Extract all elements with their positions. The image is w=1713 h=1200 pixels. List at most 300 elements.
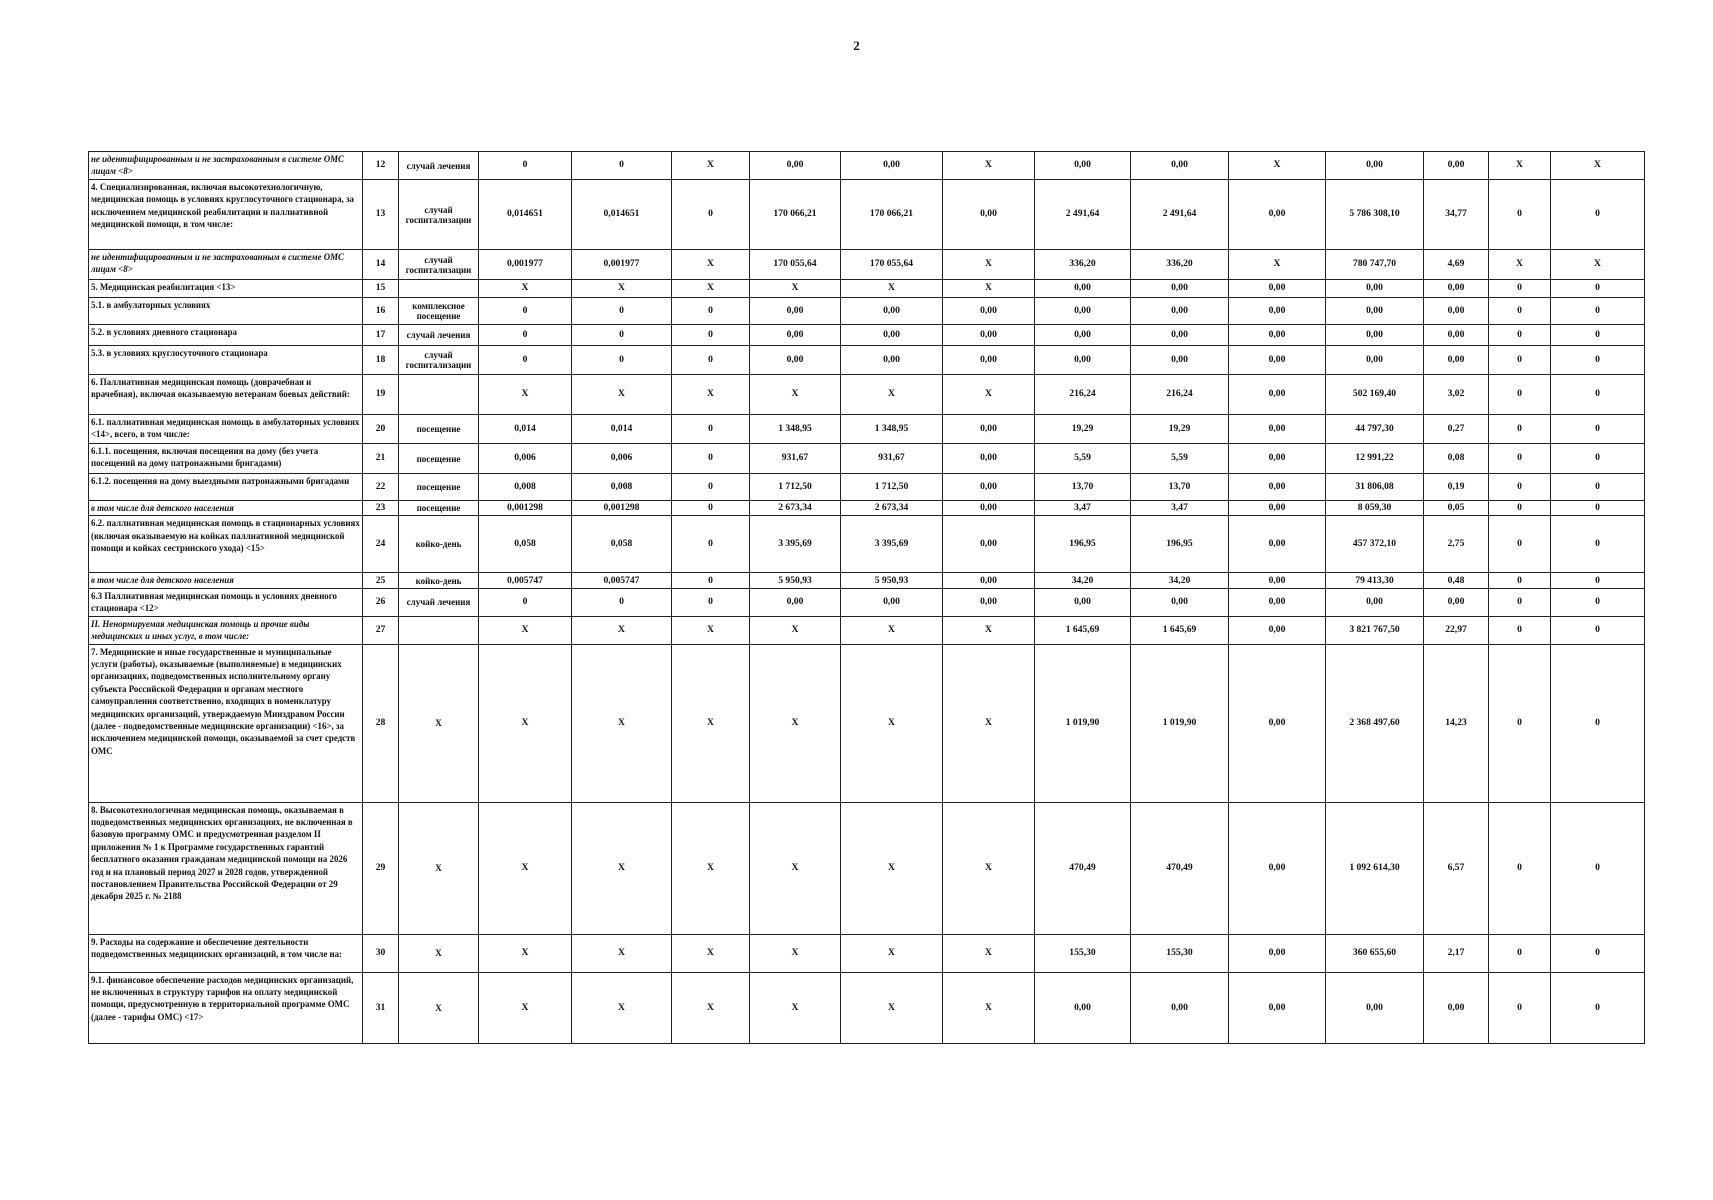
value-cell: 1 092 614,30 bbox=[1326, 802, 1424, 934]
row-number-cell: 25 bbox=[363, 573, 399, 588]
value-cell: 0 bbox=[572, 346, 672, 375]
value-cell: 0,00 bbox=[1424, 588, 1489, 616]
value-cell: 0,00 bbox=[1424, 346, 1489, 375]
value-cell: 2 673,34 bbox=[750, 501, 841, 516]
value-cell: 1 712,50 bbox=[841, 474, 943, 501]
value-cell: X bbox=[672, 644, 750, 802]
value-cell: 31 806,08 bbox=[1326, 474, 1424, 501]
value-cell: 457 372,10 bbox=[1326, 516, 1424, 573]
value-cell: 0,00 bbox=[1131, 588, 1229, 616]
value-cell: 0,27 bbox=[1424, 415, 1489, 444]
value-cell: 1 645,69 bbox=[1035, 616, 1131, 644]
value-cell: 780 747,70 bbox=[1326, 250, 1424, 280]
value-cell: 0,00 bbox=[1229, 415, 1326, 444]
table-row bbox=[89, 250, 1645, 280]
value-cell: 0 bbox=[1551, 298, 1645, 325]
table-row bbox=[89, 616, 1645, 644]
row-number-cell: 15 bbox=[363, 280, 399, 298]
value-cell: X bbox=[943, 152, 1035, 180]
value-cell: 0,00 bbox=[1229, 180, 1326, 250]
table-row bbox=[89, 516, 1645, 573]
unit-cell: койко-день bbox=[399, 573, 479, 588]
value-cell: 5 950,93 bbox=[841, 573, 943, 588]
value-cell: 4,69 bbox=[1424, 250, 1489, 280]
value-cell: 0,00 bbox=[841, 325, 943, 346]
row-number-cell: 27 bbox=[363, 616, 399, 644]
value-cell: 1 348,95 bbox=[841, 415, 943, 444]
value-cell: 0,00 bbox=[1229, 616, 1326, 644]
value-cell: 216,24 bbox=[1035, 375, 1131, 415]
value-cell: 0 bbox=[672, 573, 750, 588]
row-number-cell: 21 bbox=[363, 444, 399, 474]
unit-cell: X bbox=[399, 644, 479, 802]
value-cell: 2,75 bbox=[1424, 516, 1489, 573]
value-cell: 1 645,69 bbox=[1131, 616, 1229, 644]
value-cell: X bbox=[672, 250, 750, 280]
value-cell: X bbox=[479, 280, 572, 298]
unit-cell bbox=[399, 375, 479, 415]
value-cell: 0 bbox=[1489, 516, 1551, 573]
value-cell: 0,00 bbox=[1035, 325, 1131, 346]
table-row bbox=[89, 802, 1645, 934]
value-cell: 0,00 bbox=[1424, 325, 1489, 346]
value-cell: 170 066,21 bbox=[841, 180, 943, 250]
row-name-cell: не идентифицированным и не застрахованным в системе ОМС лицам <8> bbox=[89, 250, 363, 280]
value-cell: 0,00 bbox=[1131, 298, 1229, 325]
value-cell: 0 bbox=[1489, 972, 1551, 1043]
value-cell: 0 bbox=[672, 346, 750, 375]
value-cell: 0 bbox=[1551, 375, 1645, 415]
value-cell: 14,23 bbox=[1424, 644, 1489, 802]
row-name-cell: II. Ненормируемая медицинская помощь и прочие виды медицинских и иных услуг, в том числе: bbox=[89, 616, 363, 644]
row-number-cell: 28 bbox=[363, 644, 399, 802]
value-cell: 2 368 497,60 bbox=[1326, 644, 1424, 802]
value-cell: X bbox=[750, 280, 841, 298]
value-cell: 0,00 bbox=[1035, 152, 1131, 180]
value-cell: 0,00 bbox=[943, 325, 1035, 346]
value-cell: 13,70 bbox=[1131, 474, 1229, 501]
value-cell: 0 bbox=[1551, 346, 1645, 375]
row-name-cell: 7. Медицинские и иные государственные и муниципальные услуги (работы), оказываемые (выполняемые) в медицинских организациях, подведомственных исполнительному органу субъекта Российской Федерации и органам местного самоуправления соответственно, входящих в номенклатуру медицинских организаций, утверждаемую Минздравом России (далее - подведомственные медицинские организации) <16>, за исключением медицинской помощи, оказываемой за счет средств ОМС bbox=[89, 644, 363, 802]
row-name-cell: в том числе для детского населения bbox=[89, 573, 363, 588]
value-cell: 0 bbox=[1551, 474, 1645, 501]
unit-cell: посещение bbox=[399, 474, 479, 501]
value-cell: 12 991,22 bbox=[1326, 444, 1424, 474]
table-row bbox=[89, 346, 1645, 375]
value-cell: 0,00 bbox=[1424, 152, 1489, 180]
value-cell: 0,00 bbox=[1229, 375, 1326, 415]
value-cell: 0 bbox=[1489, 346, 1551, 375]
value-cell: 0,00 bbox=[943, 444, 1035, 474]
value-cell: 360 655,60 bbox=[1326, 934, 1424, 972]
page-number: 2 bbox=[853, 38, 860, 53]
value-cell: 3,47 bbox=[1131, 501, 1229, 516]
value-cell: X bbox=[1489, 152, 1551, 180]
value-cell: 0,005747 bbox=[572, 573, 672, 588]
value-cell: 0 bbox=[1551, 325, 1645, 346]
value-cell: 0 bbox=[1551, 802, 1645, 934]
value-cell: 19,29 bbox=[1131, 415, 1229, 444]
table-row bbox=[89, 444, 1645, 474]
value-cell: X bbox=[1229, 152, 1326, 180]
value-cell: 502 169,40 bbox=[1326, 375, 1424, 415]
value-cell: 0 bbox=[479, 588, 572, 616]
value-cell: 0,00 bbox=[1326, 325, 1424, 346]
value-cell: X bbox=[672, 934, 750, 972]
value-cell: 0 bbox=[1551, 444, 1645, 474]
value-cell: X bbox=[572, 280, 672, 298]
table-row bbox=[89, 474, 1645, 501]
value-cell: 0,00 bbox=[1229, 501, 1326, 516]
value-cell: 216,24 bbox=[1131, 375, 1229, 415]
value-cell: 0,00 bbox=[750, 298, 841, 325]
value-cell: 0 bbox=[1489, 501, 1551, 516]
value-cell: 931,67 bbox=[841, 444, 943, 474]
value-cell: 0 bbox=[1489, 934, 1551, 972]
row-number-cell: 29 bbox=[363, 802, 399, 934]
value-cell: 0,00 bbox=[1131, 972, 1229, 1043]
value-cell: 0 bbox=[1489, 573, 1551, 588]
row-name-cell: 6.1.2. посещения на дому выездными патронажными бригадами bbox=[89, 474, 363, 501]
unit-cell: посещение bbox=[399, 501, 479, 516]
value-cell: 0,014651 bbox=[572, 180, 672, 250]
value-cell: 170 055,64 bbox=[841, 250, 943, 280]
value-cell: 34,77 bbox=[1424, 180, 1489, 250]
value-cell: 8 059,30 bbox=[1326, 501, 1424, 516]
value-cell: 2 491,64 bbox=[1131, 180, 1229, 250]
value-cell: 0,001977 bbox=[479, 250, 572, 280]
value-cell: 0 bbox=[1551, 934, 1645, 972]
value-cell: X bbox=[841, 972, 943, 1043]
value-cell: X bbox=[479, 972, 572, 1043]
value-cell: 0 bbox=[479, 346, 572, 375]
row-name-cell: 6.1.1. посещения, включая посещения на дому (без учета посещений на дому патронажными бригадами) bbox=[89, 444, 363, 474]
value-cell: 3 395,69 bbox=[750, 516, 841, 573]
value-cell: 0,00 bbox=[1424, 972, 1489, 1043]
value-cell: X bbox=[1229, 250, 1326, 280]
value-cell: 0,014651 bbox=[479, 180, 572, 250]
row-name-cell: 6.2. паллиативная медицинская помощь в стационарных условиях (включая оказываемую на койках паллиативной медицинской помощи и койках сестринского ухода) <15> bbox=[89, 516, 363, 573]
value-cell: X bbox=[672, 802, 750, 934]
row-name-cell: в том числе для детского населения bbox=[89, 501, 363, 516]
value-cell: 34,20 bbox=[1131, 573, 1229, 588]
value-cell: 0,00 bbox=[1035, 346, 1131, 375]
row-number-cell: 20 bbox=[363, 415, 399, 444]
value-cell: 0,00 bbox=[1229, 802, 1326, 934]
value-cell: 336,20 bbox=[1035, 250, 1131, 280]
table-row bbox=[89, 280, 1645, 298]
row-name-cell: 8. Высокотехнологичная медицинская помощь, оказываемая в подведомственных медицинских организациях, не включенная в базовую программу ОМС и предусмотренная разделом II приложения № 1 к Программе государственных гарантий бесплатного оказания гражданам медицинской помощи на 2026 год и на плановый период 2027 и 2028 годов, утвержденной постановлением Правительства Российской Федерации от 29 декабря 2025 г. № 2188 bbox=[89, 802, 363, 934]
value-cell: X bbox=[943, 280, 1035, 298]
value-cell: 0,00 bbox=[1229, 346, 1326, 375]
value-cell: 0,00 bbox=[1131, 152, 1229, 180]
value-cell: X bbox=[1489, 250, 1551, 280]
value-cell: 0,00 bbox=[1229, 280, 1326, 298]
value-cell: 0 bbox=[672, 516, 750, 573]
unit-cell: X bbox=[399, 934, 479, 972]
value-cell: 0 bbox=[1489, 180, 1551, 250]
value-cell: 0,00 bbox=[1229, 325, 1326, 346]
row-number-cell: 22 bbox=[363, 474, 399, 501]
table-row bbox=[89, 972, 1645, 1043]
value-cell: X bbox=[943, 616, 1035, 644]
value-cell: 0,00 bbox=[750, 588, 841, 616]
value-cell: X bbox=[572, 616, 672, 644]
table-row bbox=[89, 644, 1645, 802]
value-cell: 0,00 bbox=[1229, 573, 1326, 588]
row-name-cell: 5.2. в условиях дневного стационара bbox=[89, 325, 363, 346]
table-body bbox=[89, 152, 1645, 1044]
value-cell: 0,00 bbox=[1229, 934, 1326, 972]
value-cell: 0 bbox=[479, 325, 572, 346]
row-number-cell: 24 bbox=[363, 516, 399, 573]
value-cell: 0 bbox=[1489, 588, 1551, 616]
table-row bbox=[89, 152, 1645, 180]
value-cell: X bbox=[943, 250, 1035, 280]
value-cell: 1 019,90 bbox=[1131, 644, 1229, 802]
value-cell: 0,014 bbox=[479, 415, 572, 444]
row-name-cell: не идентифицированным и не застрахованным в системе ОМС лицам <8> bbox=[89, 152, 363, 180]
row-name-cell: 4. Специализированная, включая высокотехнологичную, медицинская помощь в условиях круглосуточного стационара, за исключением медицинской реабилитации и паллиативной медицинской помощи, в том числе: bbox=[89, 180, 363, 250]
value-cell: 0,00 bbox=[943, 474, 1035, 501]
value-cell: X bbox=[672, 152, 750, 180]
value-cell: X bbox=[750, 616, 841, 644]
row-name-cell: 6.3 Паллиативная медицинская помощь в условиях дневного стационара <12> bbox=[89, 588, 363, 616]
value-cell: 0,008 bbox=[479, 474, 572, 501]
value-cell: 1 712,50 bbox=[750, 474, 841, 501]
value-cell: X bbox=[841, 802, 943, 934]
table-row bbox=[89, 588, 1645, 616]
value-cell: 5,59 bbox=[1035, 444, 1131, 474]
value-cell: 0,00 bbox=[943, 588, 1035, 616]
value-cell: X bbox=[750, 644, 841, 802]
value-cell: 0 bbox=[572, 325, 672, 346]
value-cell: X bbox=[672, 616, 750, 644]
value-cell: 0 bbox=[1489, 644, 1551, 802]
value-cell: X bbox=[672, 972, 750, 1043]
row-number-cell: 16 bbox=[363, 298, 399, 325]
value-cell: 0,00 bbox=[1229, 644, 1326, 802]
table-row bbox=[89, 180, 1645, 250]
table-row bbox=[89, 573, 1645, 588]
value-cell: X bbox=[572, 375, 672, 415]
value-cell: X bbox=[1551, 152, 1645, 180]
value-cell: 0,00 bbox=[1424, 280, 1489, 298]
value-cell: 0,00 bbox=[943, 180, 1035, 250]
value-cell: 6,57 bbox=[1424, 802, 1489, 934]
value-cell: 0 bbox=[1551, 415, 1645, 444]
value-cell: 0,00 bbox=[1035, 588, 1131, 616]
unit-cell: посещение bbox=[399, 415, 479, 444]
value-cell: X bbox=[943, 972, 1035, 1043]
row-name-cell: 6.1. паллиативная медицинская помощь в амбулаторных условиях <14>, всего, в том числе: bbox=[89, 415, 363, 444]
unit-cell: койко-день bbox=[399, 516, 479, 573]
value-cell: X bbox=[841, 934, 943, 972]
value-cell: 0 bbox=[479, 298, 572, 325]
value-cell: 0,00 bbox=[1229, 516, 1326, 573]
value-cell: 3,47 bbox=[1035, 501, 1131, 516]
value-cell: 0,00 bbox=[841, 346, 943, 375]
value-cell: 5 950,93 bbox=[750, 573, 841, 588]
value-cell: 0,00 bbox=[943, 415, 1035, 444]
table-row bbox=[89, 325, 1645, 346]
value-cell: 0 bbox=[1551, 588, 1645, 616]
value-cell: 3,02 bbox=[1424, 375, 1489, 415]
row-number-cell: 30 bbox=[363, 934, 399, 972]
value-cell: X bbox=[943, 644, 1035, 802]
value-cell: 0 bbox=[1551, 501, 1645, 516]
value-cell: 0,19 bbox=[1424, 474, 1489, 501]
unit-cell: комплексное посещение bbox=[399, 298, 479, 325]
value-cell: 0 bbox=[1551, 573, 1645, 588]
value-cell: 0,00 bbox=[943, 501, 1035, 516]
value-cell: X bbox=[479, 616, 572, 644]
value-cell: 0 bbox=[1489, 280, 1551, 298]
row-name-cell: 9.1. финансовое обеспечение расходов медицинских организаций, не включенных в структуру тарифов на оплату медицинской помощи, предусмотренную в территориальной программе ОМС (далее - тарифы ОМС) <17> bbox=[89, 972, 363, 1043]
table-row bbox=[89, 375, 1645, 415]
value-cell: 5,59 bbox=[1131, 444, 1229, 474]
value-cell: 0,00 bbox=[1326, 972, 1424, 1043]
value-cell: 196,95 bbox=[1035, 516, 1131, 573]
value-cell: X bbox=[572, 972, 672, 1043]
value-cell: 470,49 bbox=[1131, 802, 1229, 934]
unit-cell: посещение bbox=[399, 444, 479, 474]
value-cell: 170 055,64 bbox=[750, 250, 841, 280]
value-cell: 34,20 bbox=[1035, 573, 1131, 588]
value-cell: 0,001298 bbox=[572, 501, 672, 516]
value-cell: 0 bbox=[1489, 616, 1551, 644]
value-cell: 0,00 bbox=[1326, 588, 1424, 616]
value-cell: 470,49 bbox=[1035, 802, 1131, 934]
value-cell: X bbox=[943, 802, 1035, 934]
value-cell: 0 bbox=[1489, 444, 1551, 474]
row-name-cell: 5.3. в условиях круглосуточного стационара bbox=[89, 346, 363, 375]
value-cell: 22,97 bbox=[1424, 616, 1489, 644]
value-cell: X bbox=[943, 375, 1035, 415]
value-cell: 0,00 bbox=[1229, 474, 1326, 501]
value-cell: 336,20 bbox=[1131, 250, 1229, 280]
value-cell: 0,00 bbox=[1229, 972, 1326, 1043]
unit-cell: случай госпитализации bbox=[399, 180, 479, 250]
value-cell: 0 bbox=[672, 501, 750, 516]
value-cell: 0,00 bbox=[943, 346, 1035, 375]
value-cell: X bbox=[479, 934, 572, 972]
value-cell: X bbox=[572, 802, 672, 934]
unit-cell: случай лечения bbox=[399, 325, 479, 346]
value-cell: 0 bbox=[479, 152, 572, 180]
unit-cell: X bbox=[399, 972, 479, 1043]
value-cell: 0 bbox=[1489, 802, 1551, 934]
value-cell: X bbox=[750, 802, 841, 934]
value-cell: 155,30 bbox=[1035, 934, 1131, 972]
value-cell: X bbox=[479, 802, 572, 934]
value-cell: 44 797,30 bbox=[1326, 415, 1424, 444]
unit-cell: случай госпитализации bbox=[399, 346, 479, 375]
value-cell: 5 786 308,10 bbox=[1326, 180, 1424, 250]
value-cell: X bbox=[572, 934, 672, 972]
value-cell: 0,00 bbox=[841, 588, 943, 616]
value-cell: 0 bbox=[1489, 415, 1551, 444]
value-cell: 2 673,34 bbox=[841, 501, 943, 516]
value-cell: 1 019,90 bbox=[1035, 644, 1131, 802]
value-cell: 0,00 bbox=[1326, 346, 1424, 375]
value-cell: 0,014 bbox=[572, 415, 672, 444]
value-cell: 0 bbox=[572, 588, 672, 616]
financing-table bbox=[88, 151, 1645, 1044]
value-cell: 0,006 bbox=[479, 444, 572, 474]
value-cell: 0,00 bbox=[750, 325, 841, 346]
value-cell: X bbox=[841, 280, 943, 298]
value-cell: 0,00 bbox=[1326, 298, 1424, 325]
value-cell: 0,058 bbox=[479, 516, 572, 573]
value-cell: 0 bbox=[672, 180, 750, 250]
value-cell: 0,00 bbox=[750, 346, 841, 375]
row-number-cell: 13 bbox=[363, 180, 399, 250]
value-cell: 0 bbox=[1489, 298, 1551, 325]
value-cell: 0 bbox=[672, 415, 750, 444]
value-cell: 0,00 bbox=[1326, 280, 1424, 298]
value-cell: 0,08 bbox=[1424, 444, 1489, 474]
value-cell: 0,058 bbox=[572, 516, 672, 573]
unit-cell: случай лечения bbox=[399, 152, 479, 180]
row-number-cell: 26 bbox=[363, 588, 399, 616]
row-number-cell: 23 bbox=[363, 501, 399, 516]
value-cell: 0,008 bbox=[572, 474, 672, 501]
value-cell: 0 bbox=[1551, 972, 1645, 1043]
value-cell: 3 821 767,50 bbox=[1326, 616, 1424, 644]
value-cell: 0 bbox=[1489, 474, 1551, 501]
value-cell: 2,17 bbox=[1424, 934, 1489, 972]
value-cell: 0 bbox=[1551, 180, 1645, 250]
value-cell: 931,67 bbox=[750, 444, 841, 474]
value-cell: 0,001298 bbox=[479, 501, 572, 516]
row-number-cell: 19 bbox=[363, 375, 399, 415]
value-cell: 0,00 bbox=[1131, 346, 1229, 375]
value-cell: 0 bbox=[672, 474, 750, 501]
value-cell: 0 bbox=[672, 325, 750, 346]
value-cell: 0,05 bbox=[1424, 501, 1489, 516]
value-cell: 0 bbox=[572, 298, 672, 325]
unit-cell: случай госпитализации bbox=[399, 250, 479, 280]
value-cell: 0,00 bbox=[1131, 280, 1229, 298]
value-cell: 1 348,95 bbox=[750, 415, 841, 444]
unit-cell: X bbox=[399, 802, 479, 934]
value-cell: 0,00 bbox=[1229, 588, 1326, 616]
value-cell: 0,00 bbox=[943, 573, 1035, 588]
value-cell: X bbox=[841, 375, 943, 415]
value-cell: 0,00 bbox=[1035, 972, 1131, 1043]
value-cell: 0,00 bbox=[841, 152, 943, 180]
value-cell: 0,005747 bbox=[479, 573, 572, 588]
value-cell: 0,00 bbox=[1326, 152, 1424, 180]
unit-cell bbox=[399, 280, 479, 298]
value-cell: 0,00 bbox=[943, 298, 1035, 325]
row-number-cell: 14 bbox=[363, 250, 399, 280]
value-cell: 0,48 bbox=[1424, 573, 1489, 588]
value-cell: 19,29 bbox=[1035, 415, 1131, 444]
value-cell: 0 bbox=[1551, 616, 1645, 644]
value-cell: 3 395,69 bbox=[841, 516, 943, 573]
value-cell: 0,001977 bbox=[572, 250, 672, 280]
value-cell: X bbox=[479, 644, 572, 802]
value-cell: 0 bbox=[672, 298, 750, 325]
row-number-cell: 18 bbox=[363, 346, 399, 375]
value-cell: X bbox=[750, 375, 841, 415]
value-cell: X bbox=[841, 616, 943, 644]
row-number-cell: 12 bbox=[363, 152, 399, 180]
row-number-cell: 31 bbox=[363, 972, 399, 1043]
value-cell: 0,006 bbox=[572, 444, 672, 474]
